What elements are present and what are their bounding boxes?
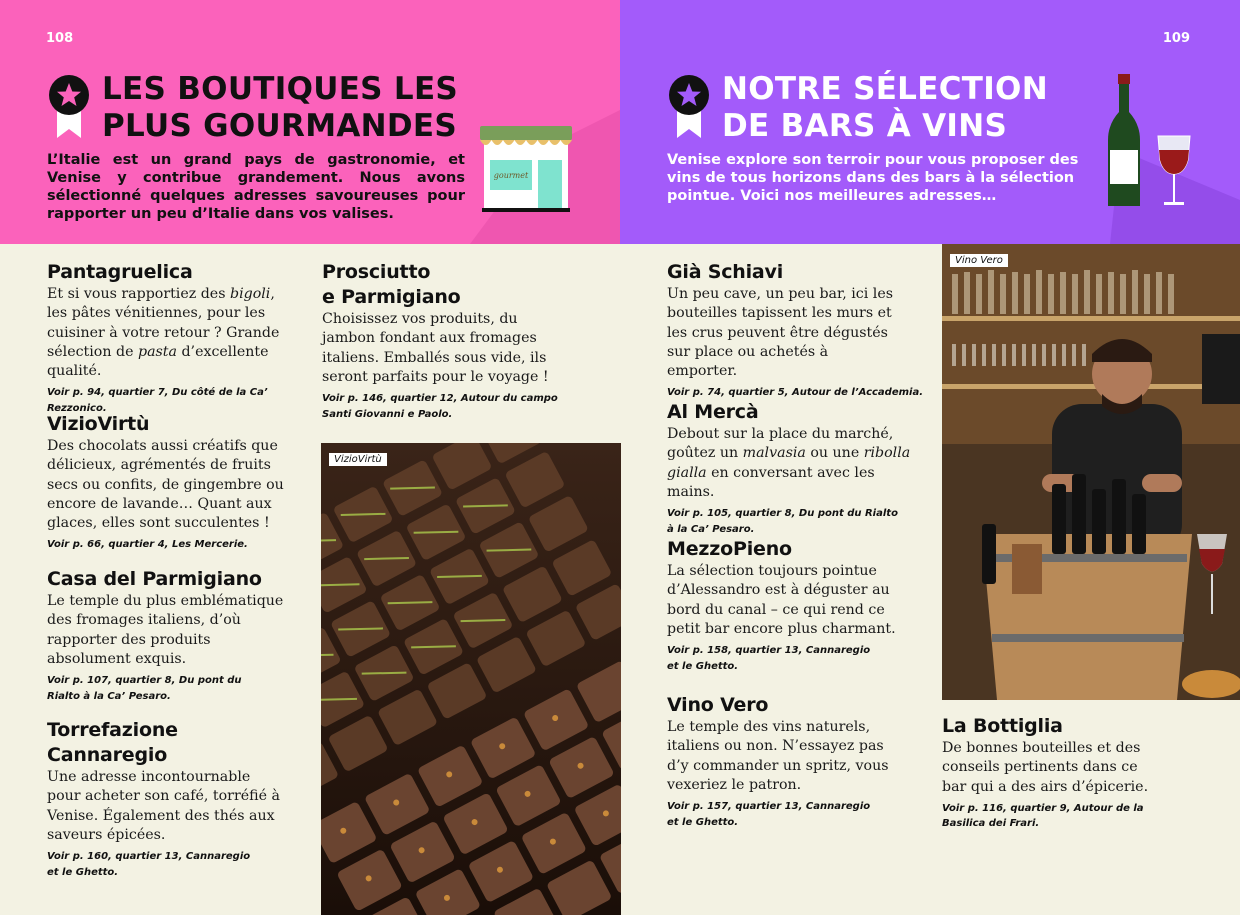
- section-title: [722, 71, 1048, 145]
- entry-name: MezzoPieno: [667, 538, 792, 560]
- title-line: NOTRE SÉLECTION: [722, 71, 1048, 107]
- photo-caption: VizioVirtù: [329, 453, 387, 466]
- entry-name: VizioVirtù: [47, 413, 150, 435]
- entry-description: Le temple des vins naturels, italiens ou non. N’essayez pas d’y commander un spritz, vous vexeriez le patron.: [667, 719, 889, 793]
- entry-description: De bonnes bouteilles et des conseils pertinents dans ce bar qui a des airs d’épicerie.: [942, 740, 1149, 795]
- shop-entry: [47, 718, 287, 880]
- entry-description: La sélection toujours pointue d’Alessandro est à déguster au bord du canal – ce qui rend ce petit bar encore plus charmant.: [667, 563, 896, 637]
- entry-reference: Voir p. 107, quartier 8, Du pont du Rialto à la Ca’ Pesaro.: [47, 675, 242, 702]
- entry-reference: Voir p. 66, quartier 4, Les Mercerie.: [47, 539, 248, 551]
- wine-bar-entry: [942, 714, 1192, 832]
- intro-text: Venise explore son terroir pour vous proposer des vins de tous horizons dans des bars à la sélection pointue. Voici nos meilleures adresses…: [667, 152, 1079, 204]
- shop-icon: [476, 112, 576, 212]
- award-badge-icon: [48, 74, 90, 140]
- wine-bar-entry: [667, 537, 897, 674]
- chocolates-image: [321, 443, 621, 915]
- entry-reference: Voir p. 116, quartier 9, Autour de la Basilica dei Frari.: [942, 802, 1144, 830]
- shop-entry: [322, 260, 562, 422]
- photo-caption: Vino Vero: [950, 254, 1008, 267]
- entry-reference: Voir p. 160, quartier 13, Cannaregio et le Ghetto.: [47, 851, 251, 878]
- section-title: [102, 71, 458, 145]
- entry-name: Vino Vero: [667, 694, 769, 716]
- award-badge-icon: [668, 74, 710, 140]
- left-page-header: [0, 0, 620, 244]
- entry-description: Des chocolats aussi créatifs que délicieux, agrémentés de fruits secs ou confits, de gingembre ou encore de lavande… Quant aux glaces, elles sont succulentes !: [47, 438, 284, 532]
- entry-description: Un peu cave, un peu bar, ici les bouteilles tapissent les murs et les crus peuvent être dégustés sur place ou achetés à emporter.: [667, 286, 894, 380]
- page-number: 108: [46, 31, 74, 46]
- entry-reference: Voir p. 105, quartier 8, Du pont du Rialto à la Ca’ Pesaro.: [667, 508, 898, 535]
- wine-bar-entry: [667, 400, 923, 537]
- entry-name: Al Mercà: [667, 401, 759, 423]
- right-page-header: [620, 0, 1240, 244]
- entry-reference: Voir p. 146, quartier 12, Autour du campo Santi Giovanni e Paolo.: [322, 393, 558, 420]
- page-number: 109: [1162, 31, 1190, 46]
- shop-entry: [47, 567, 287, 704]
- entry-name: Torrefazione Cannaregio: [47, 719, 178, 766]
- entry-reference: Voir p. 74, quartier 5, Autour de l’Accademia.: [667, 387, 924, 399]
- wine-bar-image: [942, 244, 1240, 700]
- entry-name: Già Schiavi: [667, 261, 784, 283]
- shop-sign: gourmet: [493, 171, 529, 180]
- intro-text: L’Italie est un grand pays de gastronomie, et Venise y contribue grandement. Nous avons sélectionné quelques adresses savoureuses pour rapporter un peu d’Italie dans vos valises.: [47, 152, 465, 222]
- shop-entry: [47, 260, 299, 416]
- entry-reference: Voir p. 158, quartier 13, Cannaregio et le Ghetto.: [667, 645, 871, 672]
- title-line: PLUS GOURMANDES: [102, 108, 458, 144]
- entry-description: Le temple du plus emblématique des fromages italiens, d’où rapporter des produits absolument exquis.: [47, 593, 284, 667]
- entry-name: Prosciutto e Parmigiano: [322, 261, 461, 308]
- entry-reference: Voir p. 94, quartier 7, Du côté de la Ca’ Rezzonico.: [47, 387, 268, 414]
- wine-glass-icon: [1154, 134, 1194, 214]
- title-line: LES BOUTIQUES LES: [102, 71, 459, 107]
- wine-bar-entry: [667, 693, 892, 830]
- wine-bar-photo: [942, 244, 1240, 700]
- wine-bar-entry: [667, 260, 927, 401]
- shop-entry: [47, 412, 287, 553]
- entry-name: Casa del Parmigiano: [47, 568, 262, 590]
- entry-description: Debout sur la place du marché, goûtez un malvasia ou une ribolla gialla en conversant avec les mains.: [667, 426, 911, 500]
- entry-name: Pantagruelica: [47, 261, 193, 283]
- entry-name: La Bottiglia: [942, 715, 1063, 737]
- entry-description: Choisissez vos produits, du jambon fondant aux fromages italiens. Emballés sous vide, ils seront parfaits pour le voyage !: [322, 311, 549, 385]
- title-line: DE BARS À VINS: [722, 108, 1008, 144]
- chocolates-photo: [321, 443, 621, 915]
- entry-description: Une adresse incontournable pour acheter son café, torréfié à Venise. Également des thés aux saveurs épicées.: [47, 769, 280, 843]
- entry-description: Et si vous rapportiez des bigoli, les pâtes vénitiennes, pour les cuisiner à votre retour ? Grande sélection de pasta d’excellente qualité.: [47, 286, 280, 380]
- entry-reference: Voir p. 157, quartier 13, Cannaregio et le Ghetto.: [667, 801, 871, 828]
